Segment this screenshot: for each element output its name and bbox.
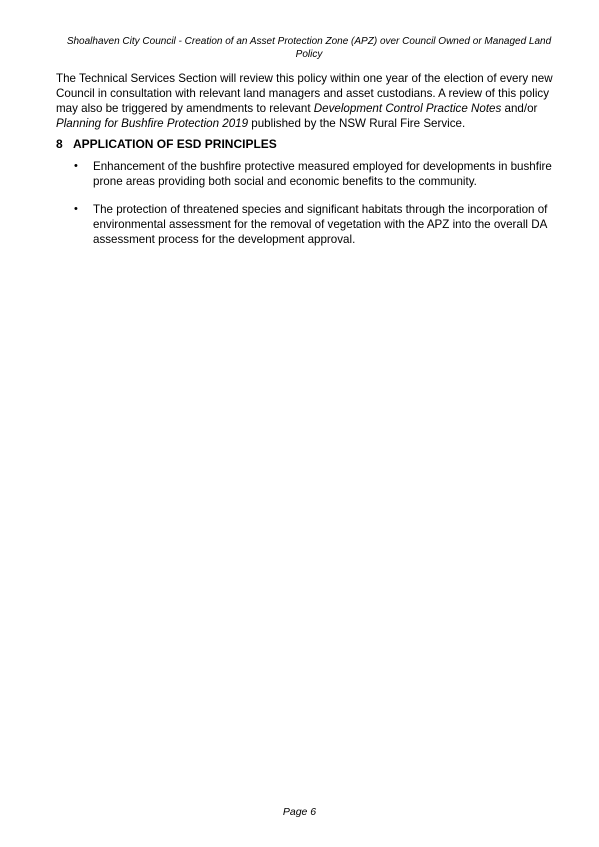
list-item — [56, 159, 566, 189]
review-paragraph — [56, 71, 566, 131]
section-heading — [56, 137, 566, 152]
review-text-2: and/or — [501, 102, 538, 115]
list-item-text: Enhancement of the bushfire protective measured employed for developments in bushfire prone areas providing both social and economic benefits to the community. — [93, 160, 552, 188]
section-number: 8 — [56, 137, 63, 151]
page-number: Page 6 — [282, 806, 317, 818]
running-header-line-1: Shoalhaven City Council - Creation of an Asset Protection Zone (APZ) over Council Owned or Managed Land — [66, 36, 552, 47]
bullet-icon: • — [74, 203, 78, 215]
review-italic-pbp: Planning for Bushfire Protection 2019 — [56, 117, 249, 130]
review-italic-dcpn: Development Control Practice Notes — [313, 102, 502, 115]
list-item — [56, 202, 566, 247]
running-header — [54, 35, 564, 61]
section-title: APPLICATION OF ESD PRINCIPLES — [73, 137, 277, 151]
running-header-line-2: Policy — [295, 49, 323, 60]
review-text-1: The Technical Services Section will review this policy within one year of the election of every new Council in consultation with relevant land managers and asset custodians. A review of this policy may also be triggered by amendments to relevant — [56, 72, 553, 115]
list-item-text: The protection of threatened species and significant habitats through the incorporation of environmental assessment for the removal of vegetation with the APZ into the overall DA assessment process for the development approval. — [93, 203, 548, 246]
bullet-icon: • — [74, 160, 78, 172]
review-text-3: published by the NSW Rural Fire Service. — [248, 117, 466, 130]
